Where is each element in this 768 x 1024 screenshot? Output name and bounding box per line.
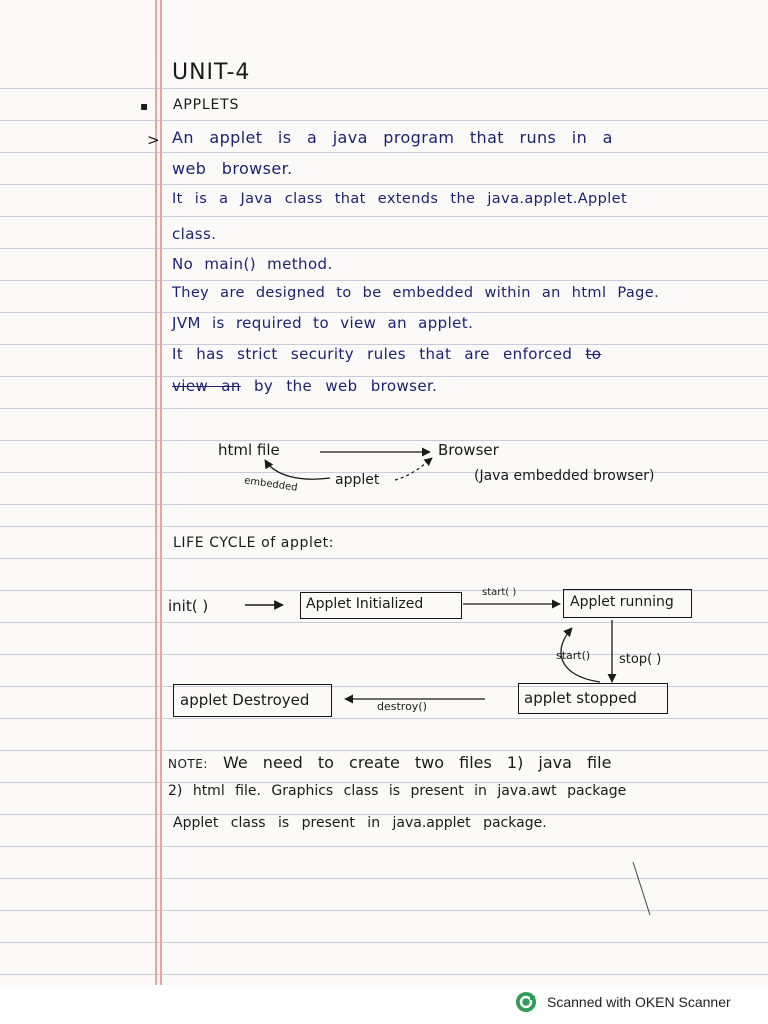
lifecycle-running: Applet running: [570, 594, 674, 610]
bullet-mark: ▪: [140, 99, 149, 113]
oken-logo-icon: [515, 991, 537, 1013]
pen-stroke: [633, 862, 650, 915]
scanner-label: Scanned with OKEN Scanner: [547, 994, 731, 1010]
lifecycle-init: init( ): [168, 597, 209, 615]
sketch-html-file: html file: [218, 441, 280, 459]
sketch-embedded: embedded: [243, 475, 299, 494]
note-line: It is a Java class that extends the java.applet.Applet: [172, 191, 628, 207]
page-title: UNIT-4: [172, 60, 251, 85]
sketch-browser: Browser: [438, 441, 499, 459]
arrow-embedded-curve: [265, 460, 330, 479]
lifecycle-initialized: Applet Initialized: [306, 596, 424, 612]
lifecycle-start-top: start( ): [482, 587, 517, 598]
note-line-text: It has strict security rules that are enforced: [172, 345, 586, 363]
note-line-2: 2) html file. Graphics class is present in java.awt package: [168, 783, 627, 799]
note-line-text: by the web browser.: [253, 377, 438, 395]
scanner-watermark: [515, 990, 731, 1014]
sketch-java-embedded: (Java embedded browser): [474, 468, 655, 484]
note-line: class.: [172, 225, 217, 243]
note-line: web browser.: [172, 159, 293, 178]
note-line: JVM is required to view an applet.: [172, 314, 474, 332]
lifecycle-stop: stop( ): [619, 652, 662, 667]
note-line-1: [168, 753, 611, 772]
note-item: 1) java file: [506, 753, 612, 772]
note-line: No main() method.: [172, 255, 333, 273]
note-text: We need to create two files: [222, 753, 492, 772]
arrow-applet-to-browser: [395, 458, 432, 480]
note-prefix: NOTE:: [168, 757, 208, 771]
lifecycle-destroyed: applet Destroyed: [180, 691, 310, 709]
section-heading: APPLETS: [173, 97, 240, 113]
lifecycle-destroy: destroy(): [377, 700, 427, 713]
note-line: An applet is a java program that runs in a: [172, 128, 613, 147]
note-line: They are designed to be embedded within an html Page.: [172, 285, 660, 301]
lifecycle-heading: LIFE CYCLE of applet:: [173, 535, 335, 551]
note-line-3: Applet class is present in java.applet package.: [173, 815, 547, 831]
lifecycle-start-side: start(): [556, 649, 591, 662]
lifecycle-stopped: applet stopped: [524, 689, 637, 707]
bullet-mark: >: [147, 131, 160, 149]
struck-word: view an: [172, 377, 241, 395]
sketch-applet: applet: [335, 472, 380, 488]
struck-word: to: [585, 345, 602, 363]
